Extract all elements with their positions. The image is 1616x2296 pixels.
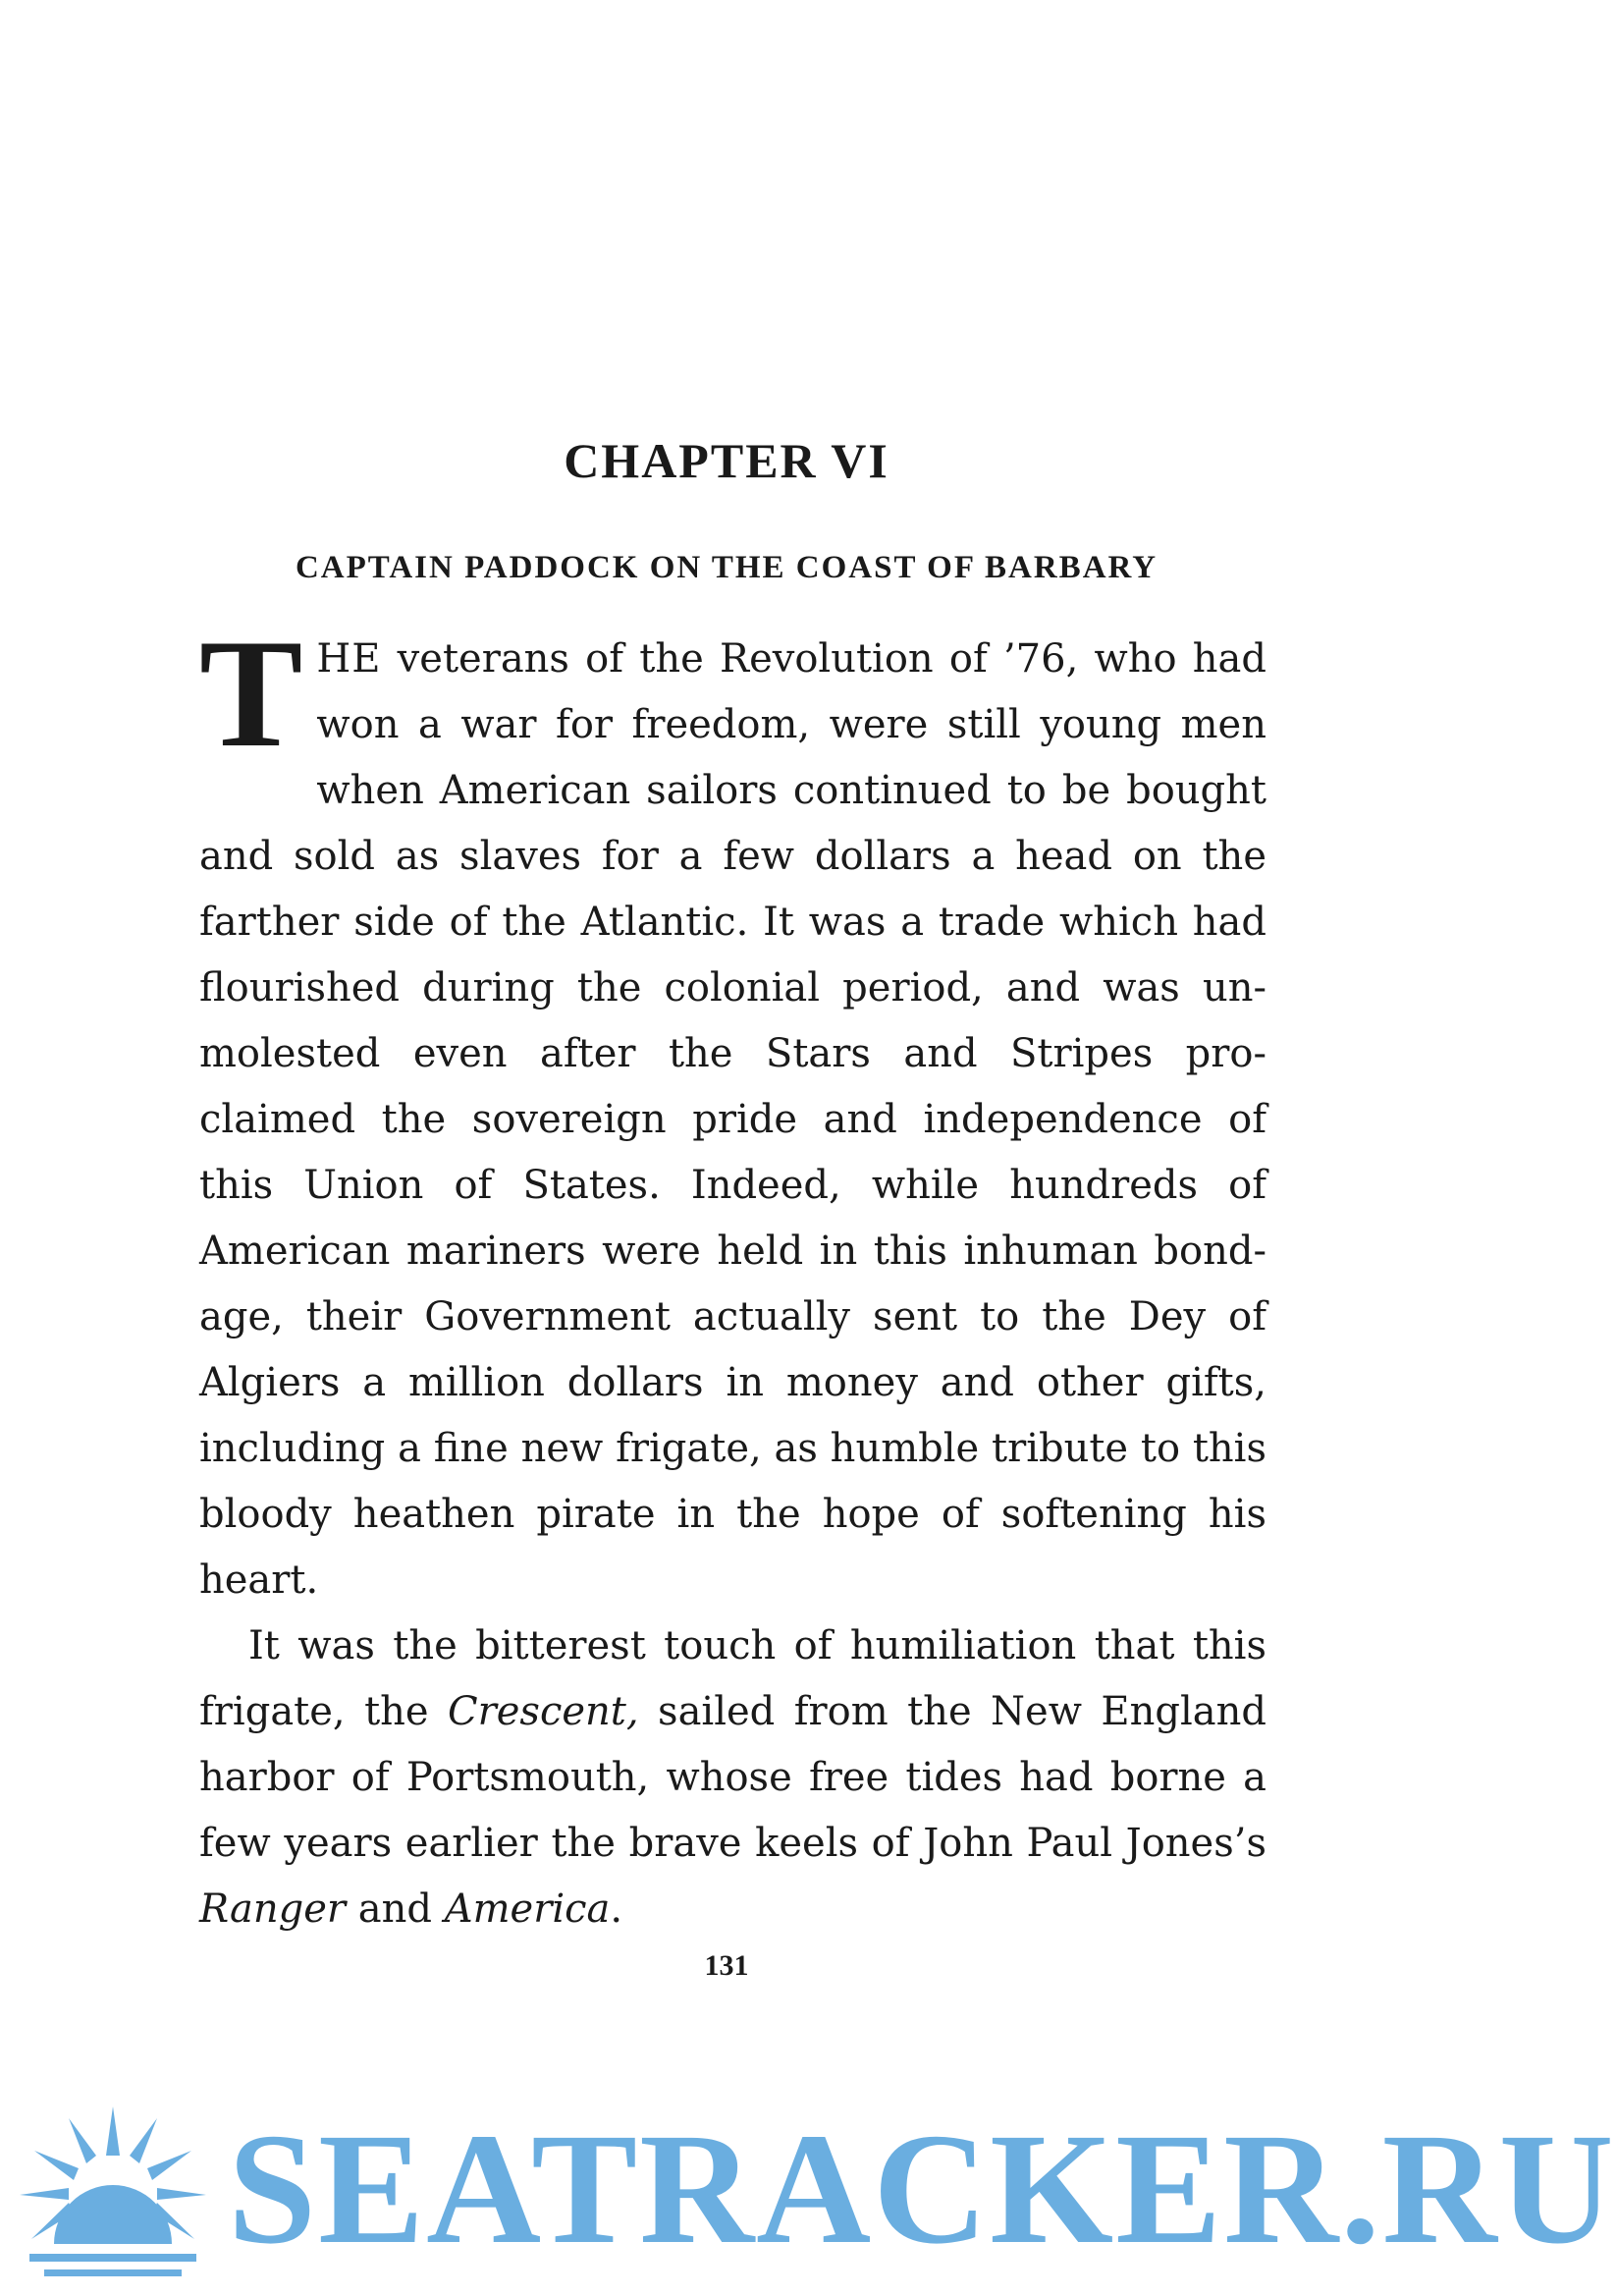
- watermark: [0, 2082, 1616, 2296]
- paragraph-2-text-a: It was the bitterest touch of humiliation that this frigate, the: [199, 1623, 1266, 1734]
- paragraph-2-text-b: sailed from the New England harbor of Portsmouth, whose free tides had borne a few years earlier the brave keels of John Paul Jones’s: [199, 1689, 1266, 1866]
- paragraph-2: [199, 1613, 1266, 1942]
- watermark-text: SEATRACKER.RU: [228, 2102, 1616, 2277]
- chapter-subtitle: CAPTAIN PADDOCK ON THE COAST OF BARBARY: [295, 550, 1158, 585]
- paragraph-2-text-c: and: [346, 1886, 445, 1932]
- ship-name-america: America: [444, 1886, 611, 1932]
- paragraph-1: [199, 608, 1266, 1613]
- drop-cap: T: [199, 608, 303, 780]
- ship-name-crescent: Crescent,: [448, 1689, 639, 1734]
- ship-name-ranger: Ranger: [199, 1886, 347, 1932]
- page-number: 131: [704, 1949, 749, 1982]
- paragraph-1-text: veterans of the Revolution of ’76, who had won a war for freedom, were still young men when American sailors continued to be bought and sold as slaves for a few dollars a head on the farther side of the Atlantic. It was a trade which had flourished during the colonial period, and was unmolested even after the Stars and Stripes proclaimed the sovereign pride and independence of this Union of States. Indeed, while hundreds of American mariners were held in this inhuman bondage, their Government actually sent to the Dey of Algiers a million dollars in money and other gifts, including a fine new frigate, as humble tribute to this bloody heathen pirate in the hope of softening his heart.: [199, 636, 1266, 1603]
- chapter-title: CHAPTER VI: [564, 433, 889, 488]
- lead-caps: HE: [316, 636, 382, 682]
- body-text: [199, 608, 1266, 1942]
- paragraph-2-text-d: .: [610, 1886, 623, 1932]
- sun-icon: [10, 2097, 216, 2293]
